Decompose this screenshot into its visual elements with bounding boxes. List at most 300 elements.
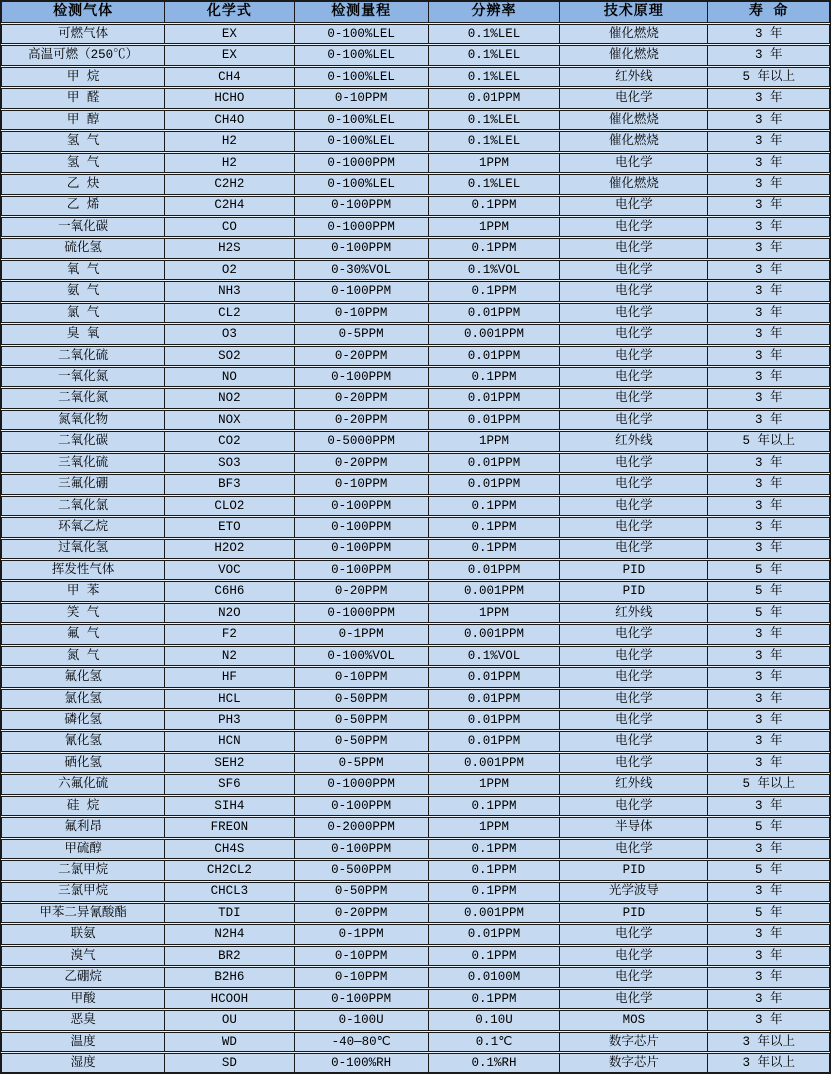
table-row: [1, 946, 830, 966]
cell-principle: 催化燃烧: [559, 132, 707, 150]
cell-lifespan: 3 年: [707, 475, 828, 493]
cell-lifespan: 3 年: [707, 46, 828, 64]
cell-principle: 催化燃烧: [559, 175, 707, 193]
cell-gas: 挥发性气体: [51, 562, 115, 577]
cell-formula: SF6: [164, 775, 293, 793]
cell-principle: 电化学: [559, 668, 707, 686]
table-row: [1, 1010, 830, 1030]
cell-range: 0-500PPM: [294, 861, 428, 879]
cell-resolution: 0.01PPM: [428, 475, 559, 493]
cell-lifespan: 3 年: [707, 411, 828, 429]
header-row: [1, 1, 830, 23]
table-row: [1, 367, 830, 387]
cell-principle: PID: [559, 861, 707, 879]
cell-resolution: 0.01PPM: [428, 89, 559, 107]
table-row: [1, 496, 830, 516]
cell-range: 0-100PPM: [294, 497, 428, 515]
cell-principle: 电化学: [559, 218, 707, 236]
cell-principle: 电化学: [559, 497, 707, 515]
cell-formula: PH3: [164, 711, 293, 729]
cell-lifespan: 3 年以上: [707, 1054, 828, 1072]
cell-formula: ETO: [164, 518, 293, 536]
cell-resolution: 0.1%LEL: [428, 25, 559, 43]
cell-range: 0-100PPM: [294, 990, 428, 1008]
table-row: [1, 839, 830, 859]
cell-formula: O3: [164, 325, 293, 343]
cell-formula: N2O: [164, 604, 293, 622]
cell-lifespan: 3 年: [707, 990, 828, 1008]
cell-formula: H2: [164, 154, 293, 172]
cell-principle: 电化学: [559, 947, 707, 965]
cell-resolution: 0.001PPM: [428, 625, 559, 643]
cell-gas: 氧 气: [66, 262, 100, 277]
cell-range: 0-100PPM: [294, 840, 428, 858]
cell-gas: 甲苯二异氰酸酯: [39, 905, 127, 920]
cell-principle: MOS: [559, 1011, 707, 1029]
cell-lifespan: 3 年: [707, 89, 828, 107]
cell-lifespan: 5 年: [707, 582, 828, 600]
cell-gas: 乙 炔: [66, 177, 100, 192]
cell-gas: 氟 气: [66, 627, 100, 642]
cell-gas: 一氧化碳: [58, 219, 109, 234]
cell-lifespan: 3 年: [707, 154, 828, 172]
cell-gas: 三氟化硼: [58, 477, 109, 492]
cell-principle: PID: [559, 904, 707, 922]
cell-formula: H2S: [164, 239, 293, 257]
cell-lifespan: 3 年: [707, 175, 828, 193]
cell-gas: 甲 醇: [66, 112, 100, 127]
cell-lifespan: 5 年: [707, 818, 828, 836]
cell-resolution: 0.1%LEL: [428, 68, 559, 86]
cell-gas: 氟化氢: [64, 670, 102, 685]
cell-range: 0-20PPM: [294, 411, 428, 429]
cell-lifespan: 3 年: [707, 325, 828, 343]
cell-principle: 电化学: [559, 304, 707, 322]
cell-range: 0-10PPM: [294, 304, 428, 322]
cell-principle: 光学波导: [559, 883, 707, 901]
cell-formula: CH4O: [164, 111, 293, 129]
cell-principle: 电化学: [559, 389, 707, 407]
cell-lifespan: 3 年: [707, 690, 828, 708]
cell-gas: 氯化氢: [64, 691, 102, 706]
cell-principle: 催化燃烧: [559, 25, 707, 43]
cell-formula: SO2: [164, 347, 293, 365]
cell-formula: CHCL3: [164, 883, 293, 901]
cell-formula: CO: [164, 218, 293, 236]
cell-range: 0-30%VOL: [294, 261, 428, 279]
cell-lifespan: 3 年: [707, 282, 828, 300]
cell-lifespan: 5 年: [707, 861, 828, 879]
cell-range: 0-50PPM: [294, 883, 428, 901]
table-row: [1, 689, 830, 709]
cell-formula: N2: [164, 647, 293, 665]
cell-gas: 联氨: [70, 927, 96, 942]
cell-lifespan: 3 年: [707, 239, 828, 257]
cell-resolution: 0.1%VOL: [428, 261, 559, 279]
cell-gas: 湿度: [70, 1055, 96, 1070]
cell-range: 0-1000PPM: [294, 604, 428, 622]
cell-resolution: 0.1PPM: [428, 197, 559, 215]
cell-lifespan: 3 年: [707, 218, 828, 236]
cell-principle: 电化学: [559, 754, 707, 772]
cell-resolution: 0.1%RH: [428, 1054, 559, 1072]
cell-range: 0-10PPM: [294, 968, 428, 986]
cell-gas: 氯 气: [66, 305, 100, 320]
table-row: [1, 281, 830, 301]
cell-principle: 电化学: [559, 239, 707, 257]
cell-range: 0-2000PPM: [294, 818, 428, 836]
cell-principle: 电化学: [559, 261, 707, 279]
cell-range: 0-1000PPM: [294, 154, 428, 172]
cell-lifespan: 3 年: [707, 647, 828, 665]
cell-gas: 甲硫醇: [64, 841, 102, 856]
table-row: [1, 196, 830, 216]
cell-gas: 磷化氢: [64, 712, 102, 727]
cell-formula: CH2CL2: [164, 861, 293, 879]
cell-lifespan: 3 年: [707, 454, 828, 472]
cell-principle: 红外线: [559, 68, 707, 86]
cell-principle: 电化学: [559, 325, 707, 343]
cell-resolution: 1PPM: [428, 775, 559, 793]
cell-gas: 硒化氢: [64, 755, 102, 770]
cell-gas: 三氯甲烷: [58, 884, 109, 899]
cell-principle: 电化学: [559, 197, 707, 215]
cell-range: 0-50PPM: [294, 732, 428, 750]
cell-formula: C2H2: [164, 175, 293, 193]
cell-range: 0-1PPM: [294, 925, 428, 943]
cell-range: 0-20PPM: [294, 454, 428, 472]
table-row: [1, 603, 830, 623]
cell-gas: 过氧化氢: [58, 541, 109, 556]
cell-formula: NOX: [164, 411, 293, 429]
table-row: [1, 88, 830, 108]
cell-range: 0-100%LEL: [294, 68, 428, 86]
table-row: [1, 860, 830, 880]
cell-gas: 二氧化氮: [58, 391, 109, 406]
cell-principle: 电化学: [559, 454, 707, 472]
cell-gas: 氮氧化物: [58, 412, 109, 427]
column-header-lifespan: 寿 命: [707, 2, 828, 22]
cell-lifespan: 3 年: [707, 732, 828, 750]
cell-formula: N2H4: [164, 925, 293, 943]
cell-gas: 氟利昂: [64, 820, 102, 835]
cell-range: 0-100%VOL: [294, 647, 428, 665]
cell-formula: EX: [164, 46, 293, 64]
cell-gas: 六氟化硫: [58, 777, 109, 792]
cell-gas: 二氧化碳: [58, 434, 109, 449]
cell-range: 0-20PPM: [294, 904, 428, 922]
table-row: [1, 989, 830, 1009]
cell-range: 0-10PPM: [294, 89, 428, 107]
cell-principle: 电化学: [559, 282, 707, 300]
cell-resolution: 1PPM: [428, 218, 559, 236]
cell-lifespan: 3 年: [707, 754, 828, 772]
cell-resolution: 0.001PPM: [428, 582, 559, 600]
cell-principle: 电化学: [559, 368, 707, 386]
cell-range: 0-50PPM: [294, 711, 428, 729]
cell-range: 0-100%LEL: [294, 46, 428, 64]
column-header-principle: 技术原理: [559, 2, 707, 22]
column-header-resolution: 分辨率: [428, 2, 559, 22]
cell-range: 0-1000PPM: [294, 218, 428, 236]
table-row: [1, 731, 830, 751]
cell-lifespan: 3 年: [707, 497, 828, 515]
cell-principle: 电化学: [559, 732, 707, 750]
cell-gas: 氰化氢: [64, 734, 102, 749]
table-row: [1, 667, 830, 687]
cell-resolution: 0.01PPM: [428, 925, 559, 943]
table-row: [1, 903, 830, 923]
table-row: [1, 882, 830, 902]
table-row: [1, 474, 830, 494]
cell-lifespan: 3 年: [707, 389, 828, 407]
cell-formula: HF: [164, 668, 293, 686]
cell-range: 0-20PPM: [294, 389, 428, 407]
cell-resolution: 0.001PPM: [428, 904, 559, 922]
cell-gas: 甲 醛: [66, 91, 100, 106]
cell-formula: BR2: [164, 947, 293, 965]
cell-resolution: 0.01PPM: [428, 304, 559, 322]
cell-lifespan: 5 年: [707, 561, 828, 579]
cell-formula: H2O2: [164, 540, 293, 558]
table-row: [1, 753, 830, 773]
cell-range: 0-100%LEL: [294, 25, 428, 43]
cell-lifespan: 5 年: [707, 904, 828, 922]
cell-principle: 红外线: [559, 775, 707, 793]
cell-lifespan: 3 年: [707, 111, 828, 129]
cell-principle: 电化学: [559, 475, 707, 493]
cell-range: 0-5PPM: [294, 325, 428, 343]
table-row: [1, 924, 830, 944]
cell-formula: HCL: [164, 690, 293, 708]
cell-gas: 氢 气: [66, 155, 100, 170]
cell-resolution: 0.1℃: [428, 1033, 559, 1051]
cell-principle: 电化学: [559, 690, 707, 708]
cell-principle: 红外线: [559, 604, 707, 622]
cell-resolution: 0.1PPM: [428, 239, 559, 257]
cell-range: 0-100PPM: [294, 518, 428, 536]
table-row: [1, 560, 830, 580]
cell-resolution: 0.1PPM: [428, 518, 559, 536]
cell-gas: 乙硼烷: [64, 970, 102, 985]
cell-lifespan: 3 年: [707, 947, 828, 965]
cell-resolution: 0.1PPM: [428, 540, 559, 558]
table-row: [1, 431, 830, 451]
table-row: [1, 453, 830, 473]
cell-gas: 高温可燃（250℃）: [28, 48, 139, 63]
cell-resolution: 0.01PPM: [428, 561, 559, 579]
cell-formula: SIH4: [164, 797, 293, 815]
cell-lifespan: 3 年: [707, 625, 828, 643]
cell-range: 0-20PPM: [294, 582, 428, 600]
cell-resolution: 0.1PPM: [428, 861, 559, 879]
cell-lifespan: 3 年: [707, 1011, 828, 1029]
cell-range: 0-10PPM: [294, 475, 428, 493]
cell-resolution: 0.1PPM: [428, 282, 559, 300]
cell-lifespan: 3 年: [707, 540, 828, 558]
cell-formula: CH4S: [164, 840, 293, 858]
table-row: [1, 517, 830, 537]
cell-range: 0-5000PPM: [294, 432, 428, 450]
cell-resolution: 0.001PPM: [428, 754, 559, 772]
table-row: [1, 303, 830, 323]
cell-formula: O2: [164, 261, 293, 279]
cell-lifespan: 5 年以上: [707, 775, 828, 793]
cell-resolution: 0.01PPM: [428, 668, 559, 686]
cell-lifespan: 3 年: [707, 925, 828, 943]
table-row: [1, 110, 830, 130]
cell-resolution: 0.1PPM: [428, 947, 559, 965]
cell-formula: CLO2: [164, 497, 293, 515]
cell-lifespan: 3 年: [707, 368, 828, 386]
cell-formula: C2H4: [164, 197, 293, 215]
table-row: [1, 174, 830, 194]
cell-gas: 二氯甲烷: [58, 863, 109, 878]
cell-lifespan: 3 年: [707, 883, 828, 901]
cell-resolution: 0.01PPM: [428, 732, 559, 750]
cell-range: 0-100%LEL: [294, 175, 428, 193]
cell-formula: CL2: [164, 304, 293, 322]
table-row: [1, 346, 830, 366]
cell-resolution: 0.1%LEL: [428, 111, 559, 129]
cell-range: 0-20PPM: [294, 347, 428, 365]
cell-gas: 环氧乙烷: [58, 520, 109, 535]
cell-lifespan: 3 年: [707, 797, 828, 815]
cell-resolution: 0.01PPM: [428, 347, 559, 365]
cell-range: 0-100%RH: [294, 1054, 428, 1072]
table-row: [1, 410, 830, 430]
cell-lifespan: 3 年: [707, 304, 828, 322]
cell-principle: 数字芯片: [559, 1033, 707, 1051]
cell-resolution: 0.01PPM: [428, 711, 559, 729]
cell-resolution: 0.0100M: [428, 968, 559, 986]
cell-gas: 三氧化硫: [58, 455, 109, 470]
cell-resolution: 0.1PPM: [428, 883, 559, 901]
cell-range: 0-1PPM: [294, 625, 428, 643]
cell-range: 0-100PPM: [294, 368, 428, 386]
cell-gas: 硫化氢: [64, 241, 102, 256]
cell-resolution: 0.10U: [428, 1011, 559, 1029]
table-row: [1, 774, 830, 794]
table-row: [1, 967, 830, 987]
cell-range: 0-1000PPM: [294, 775, 428, 793]
cell-gas: 氨 气: [66, 284, 100, 299]
cell-resolution: 0.01PPM: [428, 389, 559, 407]
cell-lifespan: 3 年: [707, 518, 828, 536]
cell-formula: NH3: [164, 282, 293, 300]
cell-principle: 电化学: [559, 411, 707, 429]
cell-gas: 笑 气: [66, 605, 100, 620]
cell-formula: SD: [164, 1054, 293, 1072]
cell-range: 0-5PPM: [294, 754, 428, 772]
cell-gas: 氢 气: [66, 134, 100, 149]
cell-gas: 温度: [70, 1034, 96, 1049]
cell-gas: 甲 苯: [66, 584, 100, 599]
cell-range: 0-100%LEL: [294, 132, 428, 150]
table-row: [1, 1053, 830, 1073]
cell-principle: PID: [559, 561, 707, 579]
cell-gas: 硅 烷: [66, 798, 100, 813]
table-row: [1, 710, 830, 730]
cell-gas: 一氧化氮: [58, 369, 109, 384]
table-row: [1, 539, 830, 559]
table-row: [1, 67, 830, 87]
cell-principle: 电化学: [559, 518, 707, 536]
cell-formula: F2: [164, 625, 293, 643]
cell-resolution: 0.1PPM: [428, 497, 559, 515]
cell-formula: CH4: [164, 68, 293, 86]
cell-gas: 甲 烷: [66, 69, 100, 84]
cell-resolution: 0.1%VOL: [428, 647, 559, 665]
cell-range: 0-100PPM: [294, 239, 428, 257]
cell-range: 0-10PPM: [294, 668, 428, 686]
cell-range: 0-100U: [294, 1011, 428, 1029]
table-row: [1, 45, 830, 65]
cell-principle: 电化学: [559, 347, 707, 365]
cell-principle: 红外线: [559, 432, 707, 450]
cell-resolution: 0.1%LEL: [428, 46, 559, 64]
cell-principle: PID: [559, 582, 707, 600]
cell-formula: TDI: [164, 904, 293, 922]
cell-principle: 电化学: [559, 625, 707, 643]
cell-principle: 电化学: [559, 711, 707, 729]
cell-formula: NO2: [164, 389, 293, 407]
cell-range: 0-100%LEL: [294, 111, 428, 129]
cell-gas: 臭 氧: [66, 327, 100, 342]
cell-range: 0-100PPM: [294, 797, 428, 815]
cell-principle: 催化燃烧: [559, 111, 707, 129]
table-row: [1, 646, 830, 666]
cell-lifespan: 3 年: [707, 968, 828, 986]
cell-lifespan: 3 年: [707, 668, 828, 686]
cell-principle: 电化学: [559, 154, 707, 172]
cell-formula: HCN: [164, 732, 293, 750]
cell-formula: C6H6: [164, 582, 293, 600]
cell-resolution: 1PPM: [428, 154, 559, 172]
cell-formula: BF3: [164, 475, 293, 493]
cell-range: 0-10PPM: [294, 947, 428, 965]
table-row: [1, 324, 830, 344]
cell-gas: 二氧化氯: [58, 498, 109, 513]
cell-lifespan: 3 年: [707, 197, 828, 215]
cell-formula: WD: [164, 1033, 293, 1051]
table-row: [1, 796, 830, 816]
cell-range: 0-100PPM: [294, 561, 428, 579]
cell-formula: CO2: [164, 432, 293, 450]
cell-principle: 电化学: [559, 840, 707, 858]
cell-resolution: 1PPM: [428, 604, 559, 622]
cell-lifespan: 3 年: [707, 840, 828, 858]
cell-lifespan: 5 年以上: [707, 432, 828, 450]
column-header-formula: 化学式: [164, 2, 293, 22]
cell-resolution: 1PPM: [428, 818, 559, 836]
cell-lifespan: 3 年: [707, 132, 828, 150]
cell-resolution: 1PPM: [428, 432, 559, 450]
cell-principle: 电化学: [559, 89, 707, 107]
cell-gas: 溴气: [70, 948, 96, 963]
cell-lifespan: 5 年: [707, 604, 828, 622]
cell-gas: 甲酸: [70, 991, 96, 1006]
cell-gas: 氮 气: [66, 648, 100, 663]
table-row: [1, 817, 830, 837]
cell-resolution: 0.1PPM: [428, 797, 559, 815]
cell-range: 0-100PPM: [294, 197, 428, 215]
cell-resolution: 0.001PPM: [428, 325, 559, 343]
cell-principle: 电化学: [559, 797, 707, 815]
table-row: [1, 581, 830, 601]
cell-resolution: 0.1PPM: [428, 840, 559, 858]
table-row: [1, 131, 830, 151]
